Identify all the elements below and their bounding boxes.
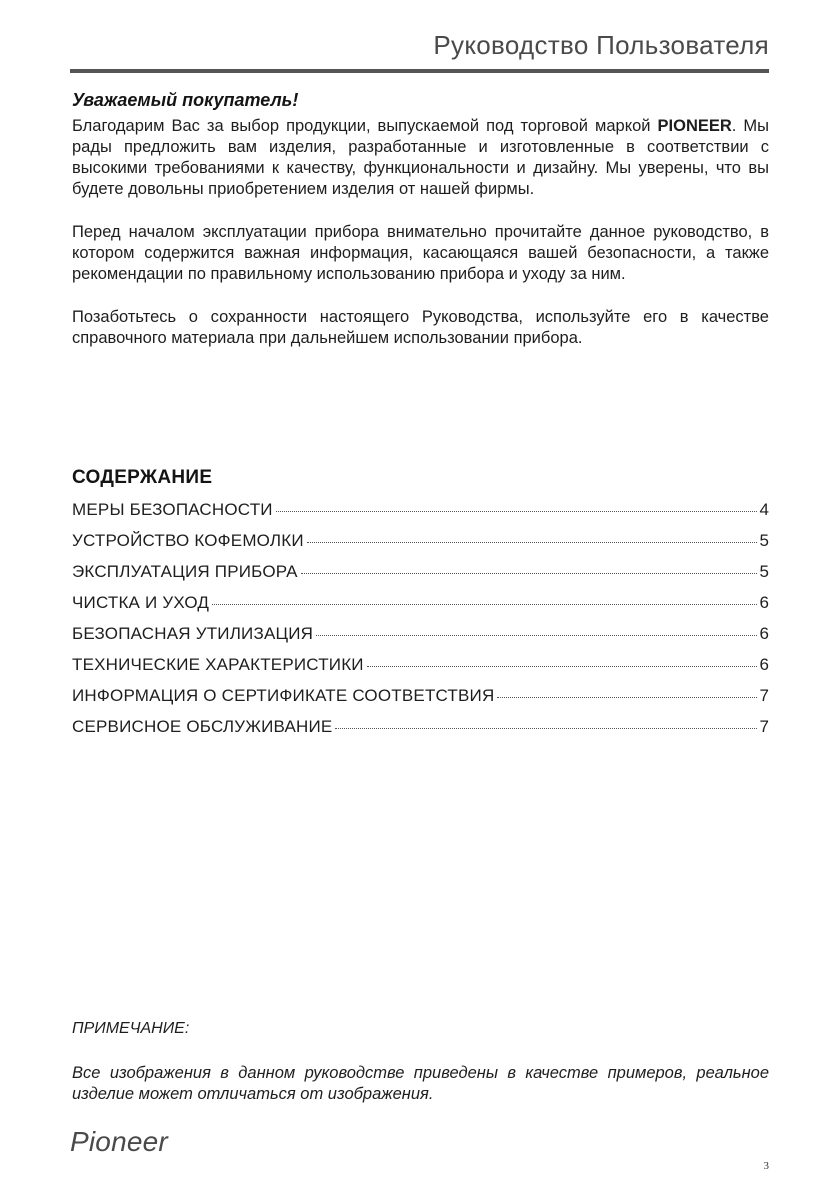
intro-paragraph-1-start: Благодарим Вас за выбор продукции, выпускаемой под торговой маркой bbox=[72, 117, 658, 135]
toc-item-page: 7 bbox=[759, 717, 769, 736]
toc-item-page: 6 bbox=[759, 624, 769, 643]
toc-leader-dots bbox=[316, 635, 756, 636]
note-label: ПРИМЕЧАНИЕ: bbox=[72, 1020, 190, 1037]
toc-item-title: ЭКСПЛУАТАЦИЯ ПРИБОРА bbox=[72, 562, 298, 581]
header-divider bbox=[70, 69, 769, 73]
page-header-title: Руководство Пользователя bbox=[433, 30, 769, 60]
intro-paragraph-1-end: . Мы рады предложить вам изделия, разработанные и изготовленные в соответствии с высокими требованиями к качеству, функциональности и дизайну. Мы уверены, что вы будете довольны приобретением изделия от нашей фирмы. bbox=[72, 117, 769, 198]
intro-paragraph-3: Позаботьтесь о сохранности настоящего Руководства, используйте его в качестве справочного материала при дальнейшем использовании прибора. bbox=[72, 308, 769, 347]
toc-item-title: УСТРОЙСТВО КОФЕМОЛКИ bbox=[72, 531, 304, 550]
toc-leader-dots bbox=[212, 604, 756, 605]
toc-leader-dots bbox=[301, 573, 757, 574]
brand-logo: Pioneer bbox=[70, 1126, 168, 1157]
toc-leader-dots bbox=[307, 542, 757, 543]
toc-heading: СОДЕРЖАНИЕ bbox=[72, 467, 213, 488]
toc-item[interactable] bbox=[72, 562, 769, 593]
toc-item[interactable] bbox=[72, 500, 769, 531]
page-number: 3 bbox=[763, 1160, 769, 1172]
toc-leader-dots bbox=[276, 511, 757, 512]
toc-item[interactable] bbox=[72, 531, 769, 562]
toc-item-page: 6 bbox=[759, 655, 769, 674]
toc-item-title: ЧИСТКА И УХОД bbox=[72, 593, 210, 612]
toc-item-page: 5 bbox=[759, 531, 769, 550]
toc-item-page: 7 bbox=[759, 686, 769, 705]
toc-leader-dots bbox=[367, 666, 757, 667]
toc-item-title: БЕЗОПАСНАЯ УТИЛИЗАЦИЯ bbox=[72, 624, 314, 643]
toc-item-page: 4 bbox=[759, 500, 769, 519]
toc-item[interactable] bbox=[72, 717, 769, 748]
toc-item-title: СЕРВИСНОЕ ОБСЛУЖИВАНИЕ bbox=[72, 717, 333, 736]
toc-item[interactable] bbox=[72, 624, 769, 655]
toc-item-title: ТЕХНИЧЕСКИЕ ХАРАКТЕРИСТИКИ bbox=[72, 655, 364, 674]
toc-item[interactable] bbox=[72, 593, 769, 624]
table-of-contents bbox=[72, 500, 769, 748]
intro-paragraph-2: Перед началом эксплуатации прибора внимательно прочитайте данное руководство, в котором содержится важная информация, касающаяся вашей безопасности, а также рекомендации по правильному использованию прибора и уходу за ним. bbox=[72, 223, 769, 283]
note-text: Все изображения в данном руководстве приведены в качестве примеров, реальное изделие может отличаться от изображения. bbox=[72, 1064, 769, 1103]
toc-item-title: МЕРЫ БЕЗОПАСНОСТИ bbox=[72, 500, 273, 519]
greeting-heading: Уважаемый покупатель! bbox=[72, 90, 299, 110]
toc-item-title: ИНФОРМАЦИЯ О СЕРТИФИКАТЕ СООТВЕТСТВИЯ bbox=[72, 686, 495, 705]
toc-leader-dots bbox=[497, 697, 756, 698]
toc-item[interactable] bbox=[72, 655, 769, 686]
toc-item-page: 6 bbox=[759, 593, 769, 612]
brand-name-bold: PIONEER bbox=[657, 117, 732, 135]
intro-paragraph-1 bbox=[72, 116, 769, 200]
toc-item[interactable] bbox=[72, 686, 769, 717]
toc-item-page: 5 bbox=[759, 562, 769, 581]
toc-leader-dots bbox=[335, 728, 756, 729]
